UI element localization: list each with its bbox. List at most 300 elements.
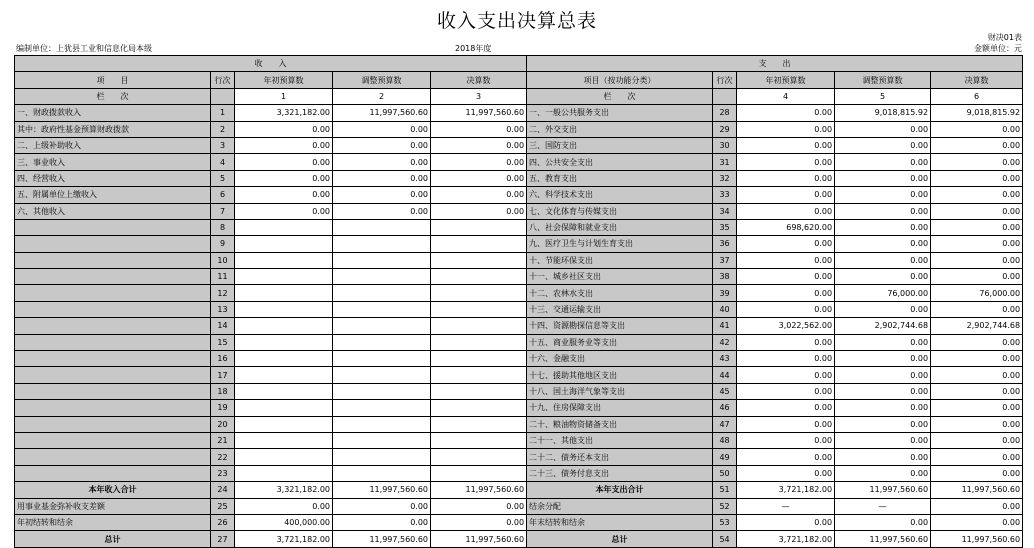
income-item-label: 总计 (15, 531, 211, 547)
expense-item-label: 十八、国土海洋气象等支出 (527, 383, 713, 399)
table-row (15, 301, 1023, 317)
income-initial-budget: 3,321,182.00 (235, 482, 333, 498)
income-row-no: 13 (211, 301, 235, 317)
expense-adjusted-budget: 0.00 (835, 236, 931, 252)
expense-item-label: 五、教育支出 (527, 170, 713, 186)
expense-adjusted-budget: 0.00 (835, 252, 931, 268)
income-row-no: 3 (211, 137, 235, 153)
income-item-label (15, 301, 211, 317)
expense-final: 0.00 (931, 449, 1023, 465)
income-row-no: 22 (211, 449, 235, 465)
income-item-label: 六、其他收入 (15, 203, 211, 219)
table-row (15, 367, 1023, 383)
income-final: 0.00 (431, 514, 527, 530)
expense-row-no: 52 (713, 498, 737, 514)
income-adjusted-budget (333, 219, 431, 235)
expense-section-header: 支 出 (527, 56, 1023, 72)
expense-row-no: 29 (713, 121, 737, 137)
table-row (15, 154, 1023, 170)
income-adjusted-budget: 11,997,560.60 (333, 105, 431, 121)
expense-item-label: 本年支出合计 (527, 482, 713, 498)
income-row-no: 5 (211, 170, 235, 186)
expense-row-no: 51 (713, 482, 737, 498)
income-row-no: 4 (211, 154, 235, 170)
income-final: 11,997,560.60 (431, 482, 527, 498)
income-final (431, 449, 527, 465)
expense-row-no: 40 (713, 301, 737, 317)
expense-final: 0.00 (931, 465, 1023, 481)
table-row (15, 252, 1023, 268)
expense-row-no: 33 (713, 187, 737, 203)
expense-initial-budget: 0.00 (737, 252, 835, 268)
expense-initial-budget: 0.00 (737, 269, 835, 285)
expense-adjusted-budget: 0.00 (835, 383, 931, 399)
income-adjusted-budget (333, 416, 431, 432)
income-row-no: 15 (211, 334, 235, 350)
expense-adjusted-budget: 0.00 (835, 170, 931, 186)
expense-item-label: 四、公共安全支出 (527, 154, 713, 170)
table-row (15, 170, 1023, 186)
income-initial-budget (235, 432, 333, 448)
income-final: 0.00 (431, 170, 527, 186)
income-final (431, 334, 527, 350)
expense-item-label: 十五、商业服务业等支出 (527, 334, 713, 350)
expense-initial-budget: 0.00 (737, 383, 835, 399)
expense-initial-budget: 0.00 (737, 203, 835, 219)
income-item-label (15, 383, 211, 399)
expense-item-label: 八、社会保障和就业支出 (527, 219, 713, 235)
expense-item-label: 十四、资源勘探信息等支出 (527, 318, 713, 334)
expense-item-label: 十、节能环保支出 (527, 252, 713, 268)
expense-row-no: 46 (713, 400, 737, 416)
expense-initial-budget: 3,721,182.00 (737, 531, 835, 547)
expense-initial-budget: 0.00 (737, 301, 835, 317)
income-initial-budget (235, 383, 333, 399)
expense-row-no: 50 (713, 465, 737, 481)
expense-initial-budget: 3,721,182.00 (737, 482, 835, 498)
expense-final: 0.00 (931, 203, 1023, 219)
income-final: 0.00 (431, 203, 527, 219)
income-initial-budget-header: 年初预算数 (235, 72, 333, 88)
income-final (431, 219, 527, 235)
income-initial-budget (235, 367, 333, 383)
income-expense-table (14, 55, 1023, 548)
expense-initial-budget: 0.00 (737, 351, 835, 367)
expense-row-no: 54 (713, 531, 737, 547)
expense-final: 0.00 (931, 400, 1023, 416)
expense-row-no: 45 (713, 383, 737, 399)
income-adjusted-budget: 0.00 (333, 121, 431, 137)
expense-initial-budget: 0.00 (737, 105, 835, 121)
expense-item-label: 十七、援助其他地区支出 (527, 367, 713, 383)
expense-adjusted-budget: 0.00 (835, 351, 931, 367)
income-adjusted-budget (333, 318, 431, 334)
income-initial-budget: 3,721,182.00 (235, 531, 333, 547)
expense-initial-budget: 0.00 (737, 449, 835, 465)
expense-initial-budget: 0.00 (737, 187, 835, 203)
income-adjusted-budget (333, 367, 431, 383)
expense-final: 0.00 (931, 269, 1023, 285)
expense-row-no: 47 (713, 416, 737, 432)
table-row (15, 465, 1023, 481)
expense-item-label: 三、国防支出 (527, 137, 713, 153)
expense-adjusted-budget: 0.00 (835, 416, 931, 432)
income-row-no: 14 (211, 318, 235, 334)
income-row-no: 2 (211, 121, 235, 137)
expense-final: 11,997,560.60 (931, 482, 1023, 498)
column-index-4: 4 (737, 88, 835, 104)
income-adjusted-budget (333, 285, 431, 301)
table-row (15, 203, 1023, 219)
expense-initial-budget-header: 年初预算数 (737, 72, 835, 88)
income-initial-budget (235, 285, 333, 301)
expense-row-no-header: 行次 (713, 72, 737, 88)
income-row-no: 1 (211, 105, 235, 121)
expense-adjusted-budget-header: 调整预算数 (835, 72, 931, 88)
expense-adjusted-budget: 0.00 (835, 449, 931, 465)
income-initial-budget (235, 301, 333, 317)
expense-adjusted-budget: 0.00 (835, 432, 931, 448)
income-adjusted-budget: 0.00 (333, 514, 431, 530)
income-adjusted-budget (333, 432, 431, 448)
expense-initial-budget: 0.00 (737, 137, 835, 153)
expense-initial-budget: 0.00 (737, 465, 835, 481)
expense-initial-budget: 0.00 (737, 236, 835, 252)
income-final (431, 301, 527, 317)
income-item-label: 三、事业收入 (15, 154, 211, 170)
table-row (15, 285, 1023, 301)
expense-final: 0.00 (931, 170, 1023, 186)
income-adjusted-budget (333, 301, 431, 317)
expense-item-label: 七、文化体育与传媒支出 (527, 203, 713, 219)
table-row (15, 269, 1023, 285)
expense-row-no: 38 (713, 269, 737, 285)
income-row-no: 21 (211, 432, 235, 448)
income-initial-budget: 400,000.00 (235, 514, 333, 530)
income-initial-budget (235, 236, 333, 252)
income-initial-budget: 0.00 (235, 137, 333, 153)
expense-item-label: 十二、农林水支出 (527, 285, 713, 301)
income-final (431, 236, 527, 252)
expense-item-label: 十六、金融支出 (527, 351, 713, 367)
expense-initial-budget: 0.00 (737, 154, 835, 170)
income-row-no: 17 (211, 367, 235, 383)
expense-final-header: 决算数 (931, 72, 1023, 88)
table-row (15, 219, 1023, 235)
income-final: 11,997,560.60 (431, 105, 527, 121)
income-final (431, 432, 527, 448)
income-row-no: 10 (211, 252, 235, 268)
form-number: 财决01表 (987, 33, 1022, 42)
expense-adjusted-budget: 2,902,744.68 (835, 318, 931, 334)
income-row-no: 7 (211, 203, 235, 219)
expense-adjusted-budget: 0.00 (835, 334, 931, 350)
income-final-header: 决算数 (431, 72, 527, 88)
income-final (431, 465, 527, 481)
expense-row-no: 42 (713, 334, 737, 350)
income-final: 0.00 (431, 121, 527, 137)
income-row-no: 12 (211, 285, 235, 301)
income-adjusted-budget (333, 400, 431, 416)
expense-row-no: 36 (713, 236, 737, 252)
expense-adjusted-budget: 11,997,560.60 (835, 531, 931, 547)
expense-row-no: 34 (713, 203, 737, 219)
expense-column-label: 栏 次 (527, 88, 713, 104)
expense-item-label: 十九、住房保障支出 (527, 400, 713, 416)
expense-item-label: 总计 (527, 531, 713, 547)
income-final: 0.00 (431, 187, 527, 203)
income-final: 0.00 (431, 137, 527, 153)
income-item-label (15, 449, 211, 465)
income-section-header: 收 入 (15, 56, 527, 72)
expense-item-label: 二十、粮油物资储备支出 (527, 416, 713, 432)
income-item-label (15, 236, 211, 252)
expense-item-label: 一、一般公共服务支出 (527, 105, 713, 121)
income-final (431, 285, 527, 301)
income-item-label: 本年收入合计 (15, 482, 211, 498)
expense-row-no: 32 (713, 170, 737, 186)
income-item-label (15, 219, 211, 235)
income-adjusted-budget (333, 334, 431, 350)
income-initial-budget: 0.00 (235, 170, 333, 186)
expense-final: 0.00 (931, 121, 1023, 137)
expense-adjusted-budget: 9,018,815.92 (835, 105, 931, 121)
expense-final: 0.00 (931, 219, 1023, 235)
expense-final: 0.00 (931, 334, 1023, 350)
expense-initial-budget: 0.00 (737, 285, 835, 301)
income-adjusted-budget-header: 调整预算数 (333, 72, 431, 88)
expense-initial-budget: 0.00 (737, 170, 835, 186)
table-row (15, 449, 1023, 465)
expense-item-label: 九、医疗卫生与计划生育支出 (527, 236, 713, 252)
income-item-label: 其中：政府性基金预算财政拨款 (15, 121, 211, 137)
table-row (15, 383, 1023, 399)
expense-item-label: 二十三、债务付息支出 (527, 465, 713, 481)
column-index-5: 5 (835, 88, 931, 104)
income-final (431, 416, 527, 432)
income-adjusted-budget: 0.00 (333, 154, 431, 170)
expense-adjusted-budget: 0.00 (835, 269, 931, 285)
expense-adjusted-budget: 11,997,560.60 (835, 482, 931, 498)
column-index-3: 3 (431, 88, 527, 104)
table-row (15, 514, 1023, 530)
expense-item-label: 六、科学技术支出 (527, 187, 713, 203)
table-row (15, 137, 1023, 153)
income-adjusted-budget (333, 465, 431, 481)
expense-final: 0.00 (931, 367, 1023, 383)
expense-initial-budget: 0.00 (737, 121, 835, 137)
expense-item-label: 二十二、债务还本支出 (527, 449, 713, 465)
income-final (431, 367, 527, 383)
income-column-label: 栏 次 (15, 88, 211, 104)
expense-item-label: 十一、城乡社区支出 (527, 269, 713, 285)
income-item-label (15, 351, 211, 367)
income-initial-budget (235, 351, 333, 367)
expense-adjusted-budget: 0.00 (835, 203, 931, 219)
expense-initial-budget: 698,620.00 (737, 219, 835, 235)
income-row-no: 6 (211, 187, 235, 203)
expense-row-no: 30 (713, 137, 737, 153)
expense-adjusted-budget: 76,000.00 (835, 285, 931, 301)
expense-row-no: 37 (713, 252, 737, 268)
column-index-2: 2 (333, 88, 431, 104)
expense-row-no: 31 (713, 154, 737, 170)
income-row-no: 23 (211, 465, 235, 481)
income-row-no: 25 (211, 498, 235, 514)
income-final (431, 269, 527, 285)
income-row-no: 16 (211, 351, 235, 367)
income-row-no: 8 (211, 219, 235, 235)
expense-final: 0.00 (931, 301, 1023, 317)
expense-final: 0.00 (931, 187, 1023, 203)
expense-adjusted-budget: 0.00 (835, 367, 931, 383)
income-item-label (15, 285, 211, 301)
income-initial-budget: 0.00 (235, 187, 333, 203)
income-row-no: 24 (211, 482, 235, 498)
income-initial-budget (235, 219, 333, 235)
income-item-label (15, 465, 211, 481)
income-row-no: 9 (211, 236, 235, 252)
expense-initial-budget: 0.00 (737, 432, 835, 448)
expense-item-label: 年末结转和结余 (527, 514, 713, 530)
column-header-row (15, 72, 1023, 88)
table-row (15, 482, 1023, 498)
income-final (431, 351, 527, 367)
table-row (15, 318, 1023, 334)
income-initial-budget (235, 334, 333, 350)
income-adjusted-budget: 0.00 (333, 170, 431, 186)
income-initial-budget (235, 449, 333, 465)
income-final (431, 400, 527, 416)
expense-final: 2,902,744.68 (931, 318, 1023, 334)
income-item-label: 二、上级补助收入 (15, 137, 211, 153)
expense-initial-budget: 0.00 (737, 400, 835, 416)
income-adjusted-budget (333, 449, 431, 465)
income-row-no-header: 行次 (211, 72, 235, 88)
expense-final: 0.00 (931, 383, 1023, 399)
expense-item-label: 十三、交通运输支出 (527, 301, 713, 317)
income-item-label (15, 400, 211, 416)
income-adjusted-budget: 0.00 (333, 187, 431, 203)
expense-adjusted-budget: 0.00 (835, 219, 931, 235)
income-adjusted-budget (333, 252, 431, 268)
expense-final: 0.00 (931, 514, 1023, 530)
income-initial-budget (235, 465, 333, 481)
income-initial-budget: 0.00 (235, 154, 333, 170)
income-adjusted-budget: 0.00 (333, 137, 431, 153)
table-row (15, 432, 1023, 448)
expense-row-no: 53 (713, 514, 737, 530)
income-initial-budget: 0.00 (235, 121, 333, 137)
expense-adjusted-budget: 0.00 (835, 137, 931, 153)
expense-final: 0.00 (931, 154, 1023, 170)
income-item-label (15, 252, 211, 268)
income-item-label: 年初结转和结余 (15, 514, 211, 530)
compiling-unit: 编制单位：上犹县工业和信息化局本级 (16, 44, 152, 53)
expense-final: 76,000.00 (931, 285, 1023, 301)
expense-final: 0.00 (931, 432, 1023, 448)
income-row-no: 27 (211, 531, 235, 547)
expense-row-no: 41 (713, 318, 737, 334)
income-adjusted-budget: 0.00 (333, 498, 431, 514)
income-initial-budget (235, 416, 333, 432)
expense-item-label: 结余分配 (527, 498, 713, 514)
income-item-label: 用事业基金弥补收支差额 (15, 498, 211, 514)
income-row-no: 26 (211, 514, 235, 530)
expense-adjusted-budget: 0.00 (835, 514, 931, 530)
expense-initial-budget: 0.00 (737, 416, 835, 432)
expense-initial-budget: — (737, 498, 835, 514)
expense-adjusted-budget: 0.00 (835, 121, 931, 137)
table-row (15, 105, 1023, 121)
expense-row-no: 44 (713, 367, 737, 383)
expense-final: 0.00 (931, 351, 1023, 367)
income-adjusted-budget: 11,997,560.60 (333, 531, 431, 547)
table-row (15, 400, 1023, 416)
expense-final: 0.00 (931, 252, 1023, 268)
expense-final: 0.00 (931, 416, 1023, 432)
expense-row-no: 43 (713, 351, 737, 367)
section-header-row (15, 56, 1023, 72)
expense-final: 0.00 (931, 498, 1023, 514)
income-row-no: 18 (211, 383, 235, 399)
income-item-label: 五、附属单位上缴收入 (15, 187, 211, 203)
table-row (15, 236, 1023, 252)
expense-row-no: 39 (713, 285, 737, 301)
expense-initial-budget: 0.00 (737, 514, 835, 530)
expense-adjusted-budget: — (835, 498, 931, 514)
income-initial-budget: 0.00 (235, 203, 333, 219)
income-item-header: 项 目 (15, 72, 211, 88)
expense-item-label: 二十一、其他支出 (527, 432, 713, 448)
income-initial-budget (235, 269, 333, 285)
expense-initial-budget: 0.00 (737, 367, 835, 383)
income-item-label (15, 432, 211, 448)
expense-row-no: 48 (713, 432, 737, 448)
expense-adjusted-budget: 0.00 (835, 301, 931, 317)
income-column-index-blank (211, 88, 235, 104)
income-initial-budget: 3,321,182.00 (235, 105, 333, 121)
column-index-6: 6 (931, 88, 1023, 104)
expense-row-no: 35 (713, 219, 737, 235)
income-item-label: 四、经营收入 (15, 170, 211, 186)
column-index-1: 1 (235, 88, 333, 104)
income-item-label (15, 318, 211, 334)
fiscal-year: 2018年度 (455, 44, 492, 53)
expense-final: 0.00 (931, 137, 1023, 153)
income-initial-budget: 0.00 (235, 498, 333, 514)
income-initial-budget (235, 252, 333, 268)
income-final: 0.00 (431, 498, 527, 514)
table-row (15, 531, 1023, 547)
table-row (15, 351, 1023, 367)
income-row-no: 20 (211, 416, 235, 432)
income-final (431, 318, 527, 334)
expense-column-index-blank (713, 88, 737, 104)
income-adjusted-budget: 11,997,560.60 (333, 482, 431, 498)
column-index-row (15, 88, 1023, 104)
expense-item-label: 二、外交支出 (527, 121, 713, 137)
expense-adjusted-budget: 0.00 (835, 187, 931, 203)
expense-adjusted-budget: 0.00 (835, 465, 931, 481)
income-item-label: 一、财政拨款收入 (15, 105, 211, 121)
page-title: 收入支出决算总表 (436, 10, 597, 32)
income-item-label (15, 416, 211, 432)
income-final (431, 383, 527, 399)
income-final: 11,997,560.60 (431, 531, 527, 547)
expense-adjusted-budget: 0.00 (835, 400, 931, 416)
expense-final: 11,997,560.60 (931, 531, 1023, 547)
